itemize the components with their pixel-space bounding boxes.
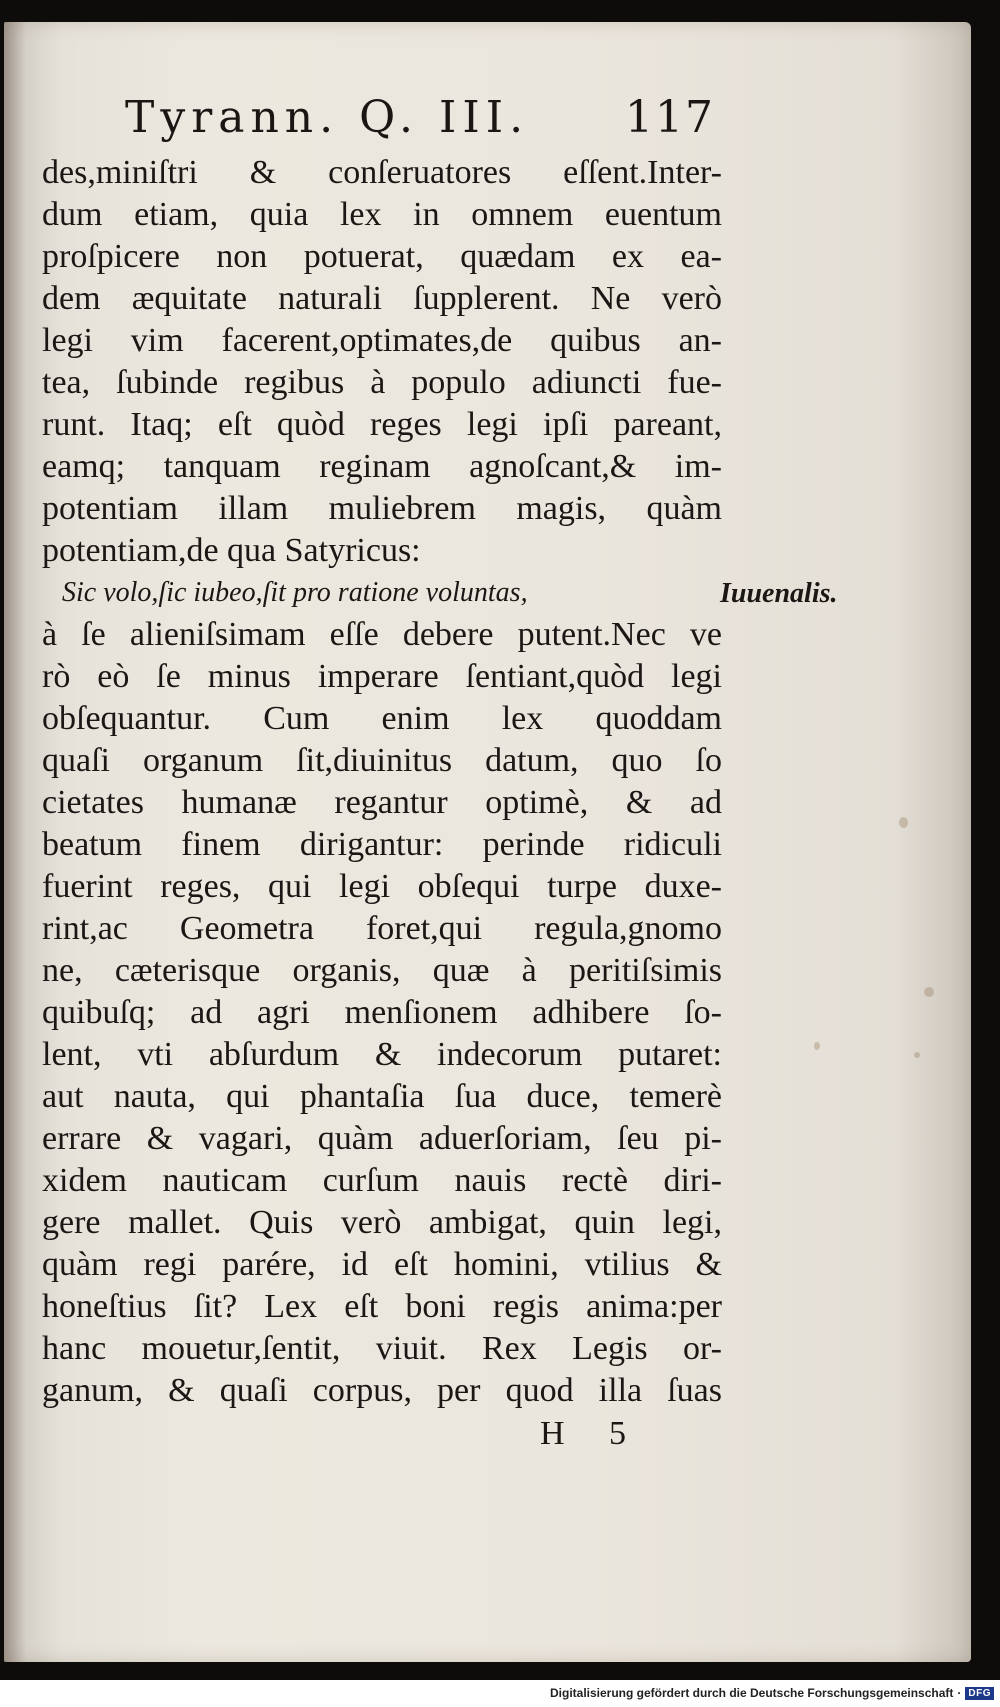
- text-line: potentiam,de qua Satyricus:: [42, 532, 421, 569]
- text-line: dem æquitate naturali ſupplerent. Ne verò: [42, 280, 722, 317]
- text-line: quaſi organum ſit,diuinitus datum, quo ſo: [42, 742, 722, 779]
- text-line: gere mallet. Quis verò ambigat, quin legi,: [42, 1204, 722, 1241]
- text-line: des,miniſtri & conſeruatores eſſent.Inter-: [42, 154, 722, 191]
- text-line: honeſtius ſit? Lex eſt boni regis anima:per: [42, 1288, 722, 1325]
- page-number: 117: [625, 92, 715, 143]
- main-text-block: [42, 152, 722, 1412]
- text-line: eamq; tanquam reginam agnoſcant,& im-: [42, 448, 722, 485]
- marginal-note: Iuuenalis.: [720, 578, 838, 609]
- text-line: dum etiam, quia lex in omnem euentum: [42, 196, 722, 233]
- text-line: lent, vti abſurdum & indecorum putaret:: [42, 1036, 722, 1073]
- text-line: rint,ac Geometra foret,qui regula,gnomo: [42, 910, 722, 947]
- text-line: ganum, & quaſi corpus, per quod illa ſuas: [42, 1372, 722, 1409]
- text-line: tea, ſubinde regibus à populo adiuncti fue-: [42, 364, 722, 401]
- text-line: runt. Itaq; eſt quòd reges legi ipſi pareant,: [42, 406, 722, 443]
- text-line: à ſe alieniſsimam eſſe debere putent.Nec ve: [42, 616, 722, 653]
- text-line: ne, cæterisque organis, quæ à peritiſsimis: [42, 952, 722, 989]
- text-line: quàm regi parére, id eſt homini, vtilius &: [42, 1246, 722, 1283]
- text-line: legi vim facerent,optimates,de quibus an-: [42, 322, 722, 359]
- paper-stain: [814, 1042, 820, 1050]
- dfg-logo-icon: DFG: [965, 1687, 994, 1700]
- text-line: quibuſq; ad agri menſionem adhibere ſo-: [42, 994, 722, 1031]
- paper-stain: [899, 817, 908, 828]
- text-line: xidem nauticam curſum nauis rectè diri-: [42, 1162, 722, 1199]
- text-line: hanc mouetur,ſentit, viuit. Rex Legis or-: [42, 1330, 722, 1367]
- page-gutter-shadow: [4, 22, 26, 1662]
- text-line: rò eò ſe minus imperare ſentiant,quòd legi: [42, 658, 722, 695]
- text-line: errare & vagari, quàm aduerſoriam, ſeu pi-: [42, 1120, 722, 1157]
- text-line: proſpicere non potuerat, quædam ex ea-: [42, 238, 722, 275]
- digitization-credit: Digitalisierung gefördert durch die Deutsche Forschungsgemeinschaft · DFG: [550, 1683, 994, 1703]
- text-line: potentiam illam muliebrem magis, quàm: [42, 490, 722, 527]
- text-line: cietates humanæ regantur optimè, & ad: [42, 784, 722, 821]
- text-line: aut nauta, qui phantaſia ſua duce, temerè: [42, 1078, 722, 1115]
- text-line: fuerint reges, qui legi obſequi turpe duxe-: [42, 868, 722, 905]
- paper-stain: [914, 1052, 920, 1058]
- running-head: Tyrann. Q. III.: [125, 92, 530, 143]
- verse-quotation: Sic volo,ſic iubeo,ſit pro ratione voluntas,: [62, 577, 528, 608]
- text-line: beatum finem dirigantur: perinde ridiculi: [42, 826, 722, 863]
- signature-mark: H 5: [540, 1415, 645, 1452]
- paper-stain: [924, 987, 934, 997]
- credit-text: Digitalisierung gefördert durch die Deutsche Forschungsgemeinschaft: [549, 1686, 954, 1700]
- text-line: obſequantur. Cum enim lex quoddam: [42, 700, 722, 737]
